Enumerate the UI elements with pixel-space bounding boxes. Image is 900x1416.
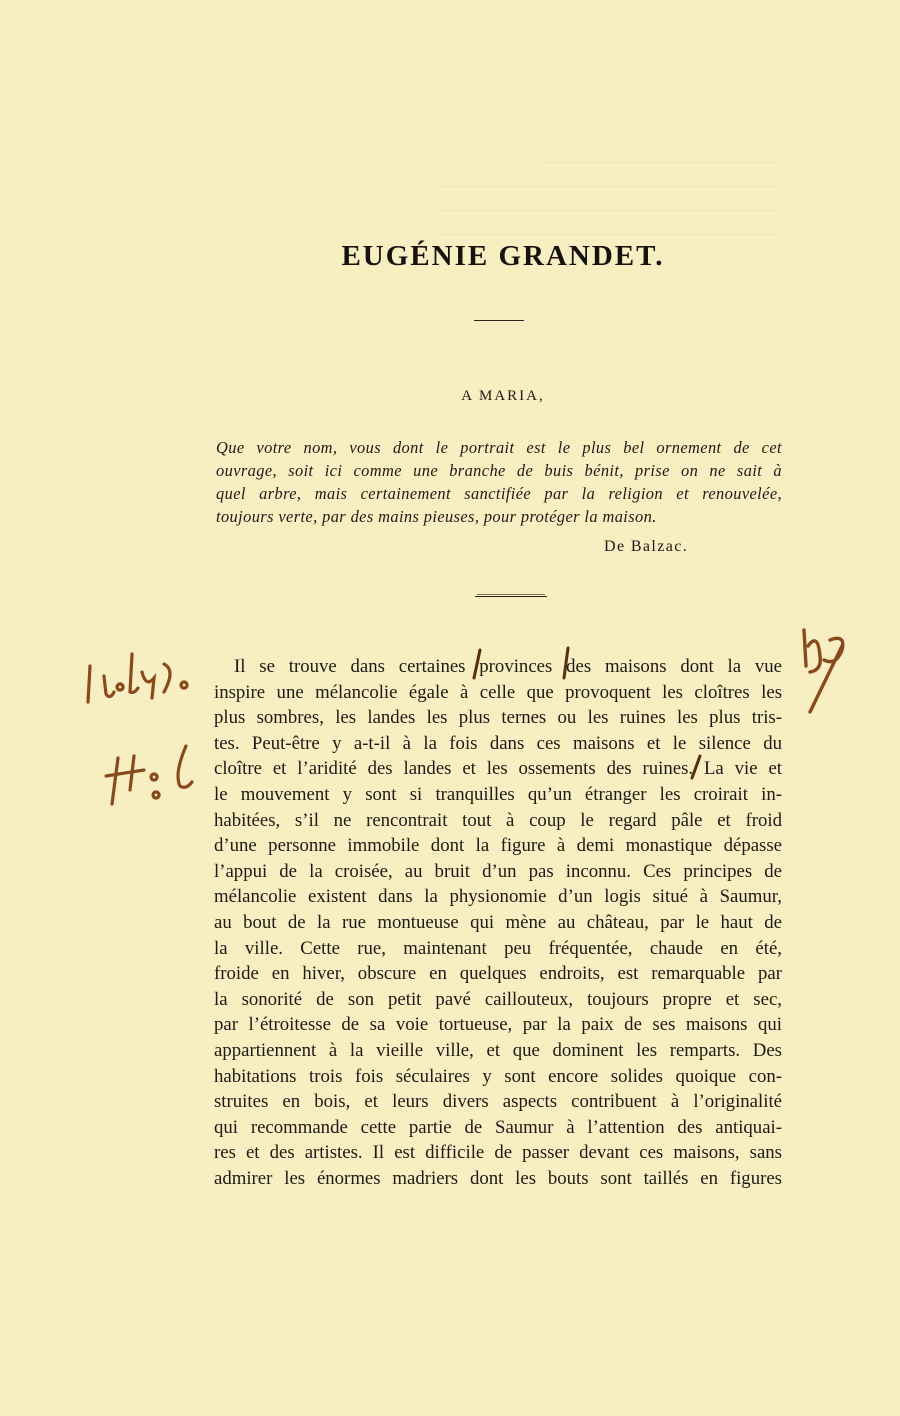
body-line: plus sombres, les landes les plus ternes ou les ruines les plus tris-	[214, 707, 782, 729]
body-line: d’une personne immobile dont la figure à demi monastique dépasse	[214, 835, 782, 857]
section-rule	[475, 596, 547, 597]
body-line: struites en bois, et leurs divers aspects contribuent à l’originalité	[214, 1091, 782, 1113]
show-through-text	[220, 150, 780, 246]
ghost-line: ———————————————————————	[435, 226, 780, 242]
body-line: habitations trois fois séculaires y sont encore solides quoique con-	[214, 1065, 782, 1087]
title-rule	[474, 320, 524, 321]
body-line: habitées, s’il ne rencontrait tout à coup le regard pâle et froid	[214, 809, 782, 831]
proof-mark-slashes	[470, 640, 730, 780]
body-line: au bout de la rue montueuse qui mène au château, par le haut de	[214, 911, 782, 933]
handwritten-annotation-left-2	[100, 740, 210, 810]
handwritten-annotation-left	[80, 648, 210, 708]
section-rule	[477, 594, 545, 595]
epigraph-line: quel arbre, mais certainement sanctifiée par la religion et renouvelée,	[216, 484, 782, 503]
epigraph	[216, 436, 782, 528]
body-line: cloître et l’aridité des landes et les ossements des ruines. La vie et	[214, 758, 782, 780]
body-line: par l’étroitesse de sa voie tortueuse, par la paix de ses maisons qui	[214, 1014, 782, 1036]
dedication: A MARIA,	[461, 388, 545, 404]
page-title: EUGÉNIE GRANDET.	[341, 240, 665, 272]
body-line: admirer les énormes madriers dont les bouts sont taillés en figures	[214, 1167, 782, 1189]
body-line: froide en hiver, obscure en quelques endroits, est remarquable par	[214, 963, 782, 985]
body-line: le mouvement y sont si tranquilles qu’un étranger les croirait in-	[214, 783, 782, 805]
handwritten-annotation-right	[796, 626, 856, 716]
body-line: Il se trouve dans certaines provinces des maisons dont la vue	[234, 656, 782, 677]
epigraph-line: toujours verte, par des mains pieuses, pour protéger la maison.	[216, 507, 657, 526]
body-line: tes. Peut-être y a-t-il à la fois dans ces maisons et le silence du	[214, 732, 782, 754]
ghost-line: ————————————————	[540, 154, 780, 170]
body-line: la sonorité de son petit pavé caillouteux, toujours propre et sec,	[214, 988, 782, 1010]
body-line: appartiennent à la vieille ville, et que dominent les remparts. Des	[214, 1039, 782, 1061]
body-line: l’appui de la croisée, au bruit d’un pas inconnu. Ces principes de	[214, 860, 782, 882]
epigraph-line: Que votre nom, vous dont le portrait est le plus bel ornement de cet	[216, 438, 782, 457]
ghost-line: ———————————————————————	[435, 178, 780, 194]
body-line: res et des artistes. Il est difficile de passer devant ces maisons, sans	[214, 1142, 782, 1164]
epigraph-line: ouvrage, soit ici comme une branche de buis bénit, prise on ne sait à	[216, 461, 782, 480]
body-line: inspire une mélancolie égale à celle que provoquent les cloîtres les	[214, 681, 782, 703]
signature: De Balzac.	[604, 538, 689, 555]
body-line: mélancolie existent dans la physionomie d’un logis situé à Saumur,	[214, 886, 782, 908]
body-line: qui recommande cette partie de Saumur à l’attention des antiquai-	[214, 1116, 782, 1138]
body-line: la ville. Cette rue, maintenant peu fréquentée, chaude en été,	[214, 937, 782, 959]
ghost-line: ———————————————————————	[435, 202, 780, 218]
